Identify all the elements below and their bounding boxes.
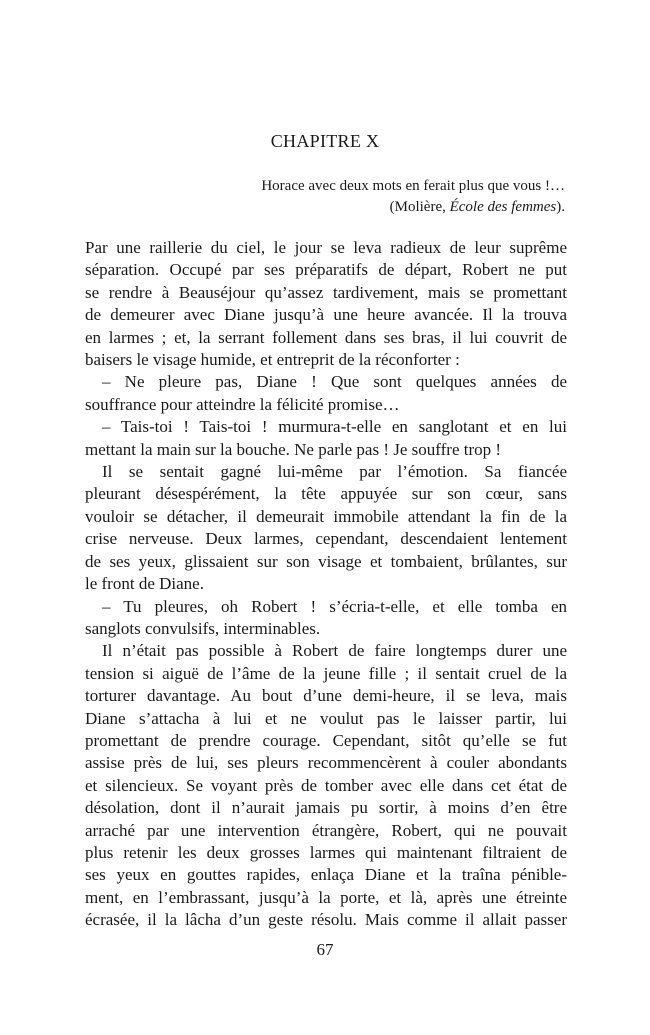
epigraph-attribution bbox=[145, 197, 565, 218]
text-line: – Tu pleures, oh Robert ! s’écria-t-elle, et elle tomba en bbox=[102, 596, 567, 616]
text-line: ses yeux en gouttes rapides, enlaça Diane et la traîna pénible- bbox=[85, 865, 567, 885]
text-line: séparation. Occupé par ses préparatifs de départ, Robert ne put bbox=[85, 260, 567, 280]
text-line: sanglots convulsifs, interminables. bbox=[85, 618, 321, 638]
text-line: écrasée, il la lâcha d’un geste résolu. Mais comme il allait passer bbox=[85, 910, 567, 930]
text-line: torturer davantage. Au bout d’une demi-heure, il se leva, mais bbox=[85, 686, 567, 706]
text-line: plus retenir les deux grosses larmes qui maintenant filtraient de bbox=[85, 842, 567, 862]
text-line: Il se sentait gagné lui-même par l’émotion. Sa fiancée bbox=[102, 462, 567, 482]
text-line: se rendre à Beauséjour qu’assez tardivement, mais se promettant bbox=[85, 282, 567, 302]
text-line: désolation, dont il n’aurait jamais pu sortir, à moins d’en être bbox=[85, 798, 567, 818]
text-line: – Tais-toi ! Tais-toi ! murmura-t-elle en sanglotant et en lui bbox=[102, 417, 567, 437]
text-line: ment, en l’embrassant, jusqu’à la porte, et là, après une étreinte bbox=[85, 887, 567, 907]
page-number: 67 bbox=[316, 940, 334, 959]
text-line: mettant la main sur la bouche. Ne parle pas ! Je souffre trop ! bbox=[85, 439, 502, 459]
text-line: – Ne pleure pas, Diane ! Que sont quelques années de bbox=[102, 372, 567, 392]
epigraph-attribution-work: École des femmes bbox=[449, 199, 557, 215]
epigraph-quote: Horace avec deux mots en ferait plus que vous !… bbox=[261, 178, 565, 194]
text-line: de ses yeux, glissaient sur son visage et tombaient, brûlantes, sur bbox=[85, 551, 567, 571]
text-line: tension si aiguë de l’âme de la jeune fille ; il sentait cruel de la bbox=[85, 663, 567, 683]
text-line: arraché par une intervention étrangère, Robert, qui ne pouvait bbox=[85, 820, 567, 840]
text-line: Diane s’attacha à lui et ne voulut pas le laisser partir, lui bbox=[85, 708, 567, 728]
chapter-title: CHAPITRE X bbox=[270, 131, 380, 151]
text-line: vouloir se détacher, il demeurait immobile attendant la fin de la bbox=[85, 506, 567, 526]
epigraph-attribution-prefix: (Molière, bbox=[389, 199, 450, 215]
text-line: baisers le visage humide, et entreprit de la réconforter : bbox=[85, 350, 460, 370]
text-line: crise nerveuse. Deux larmes, cependant, descendaient lentement bbox=[85, 529, 567, 549]
text-line: pleurant désespérément, la tête appuyée sur son cœur, sans bbox=[85, 484, 567, 504]
text-line: assise près de lui, ses pleurs recommencèrent à couler abondants bbox=[85, 753, 567, 773]
epigraph-attribution-suffix: ). bbox=[556, 199, 565, 215]
text-line: Il n’était pas possible à Robert de faire longtemps durer une bbox=[102, 641, 567, 661]
text-line: et silencieux. Se voyant près de tomber avec elle dans cet état de bbox=[85, 775, 567, 795]
text-line: le front de Diane. bbox=[85, 574, 204, 594]
epigraph bbox=[145, 176, 565, 218]
text-line: de demeurer avec Diane jusqu’à une heure avancée. Il la trouva bbox=[85, 305, 567, 325]
body-text bbox=[85, 237, 567, 932]
text-line: en larmes ; et, la serrant follement dans ses bras, il lui couvrit de bbox=[85, 327, 567, 347]
text-line: promettant de prendre courage. Cependant, sitôt qu’elle se fut bbox=[85, 730, 567, 750]
text-line: souffrance pour atteindre la félicité promise… bbox=[85, 394, 400, 414]
text-line: Par une raillerie du ciel, le jour se leva radieux de leur suprême bbox=[85, 238, 567, 257]
